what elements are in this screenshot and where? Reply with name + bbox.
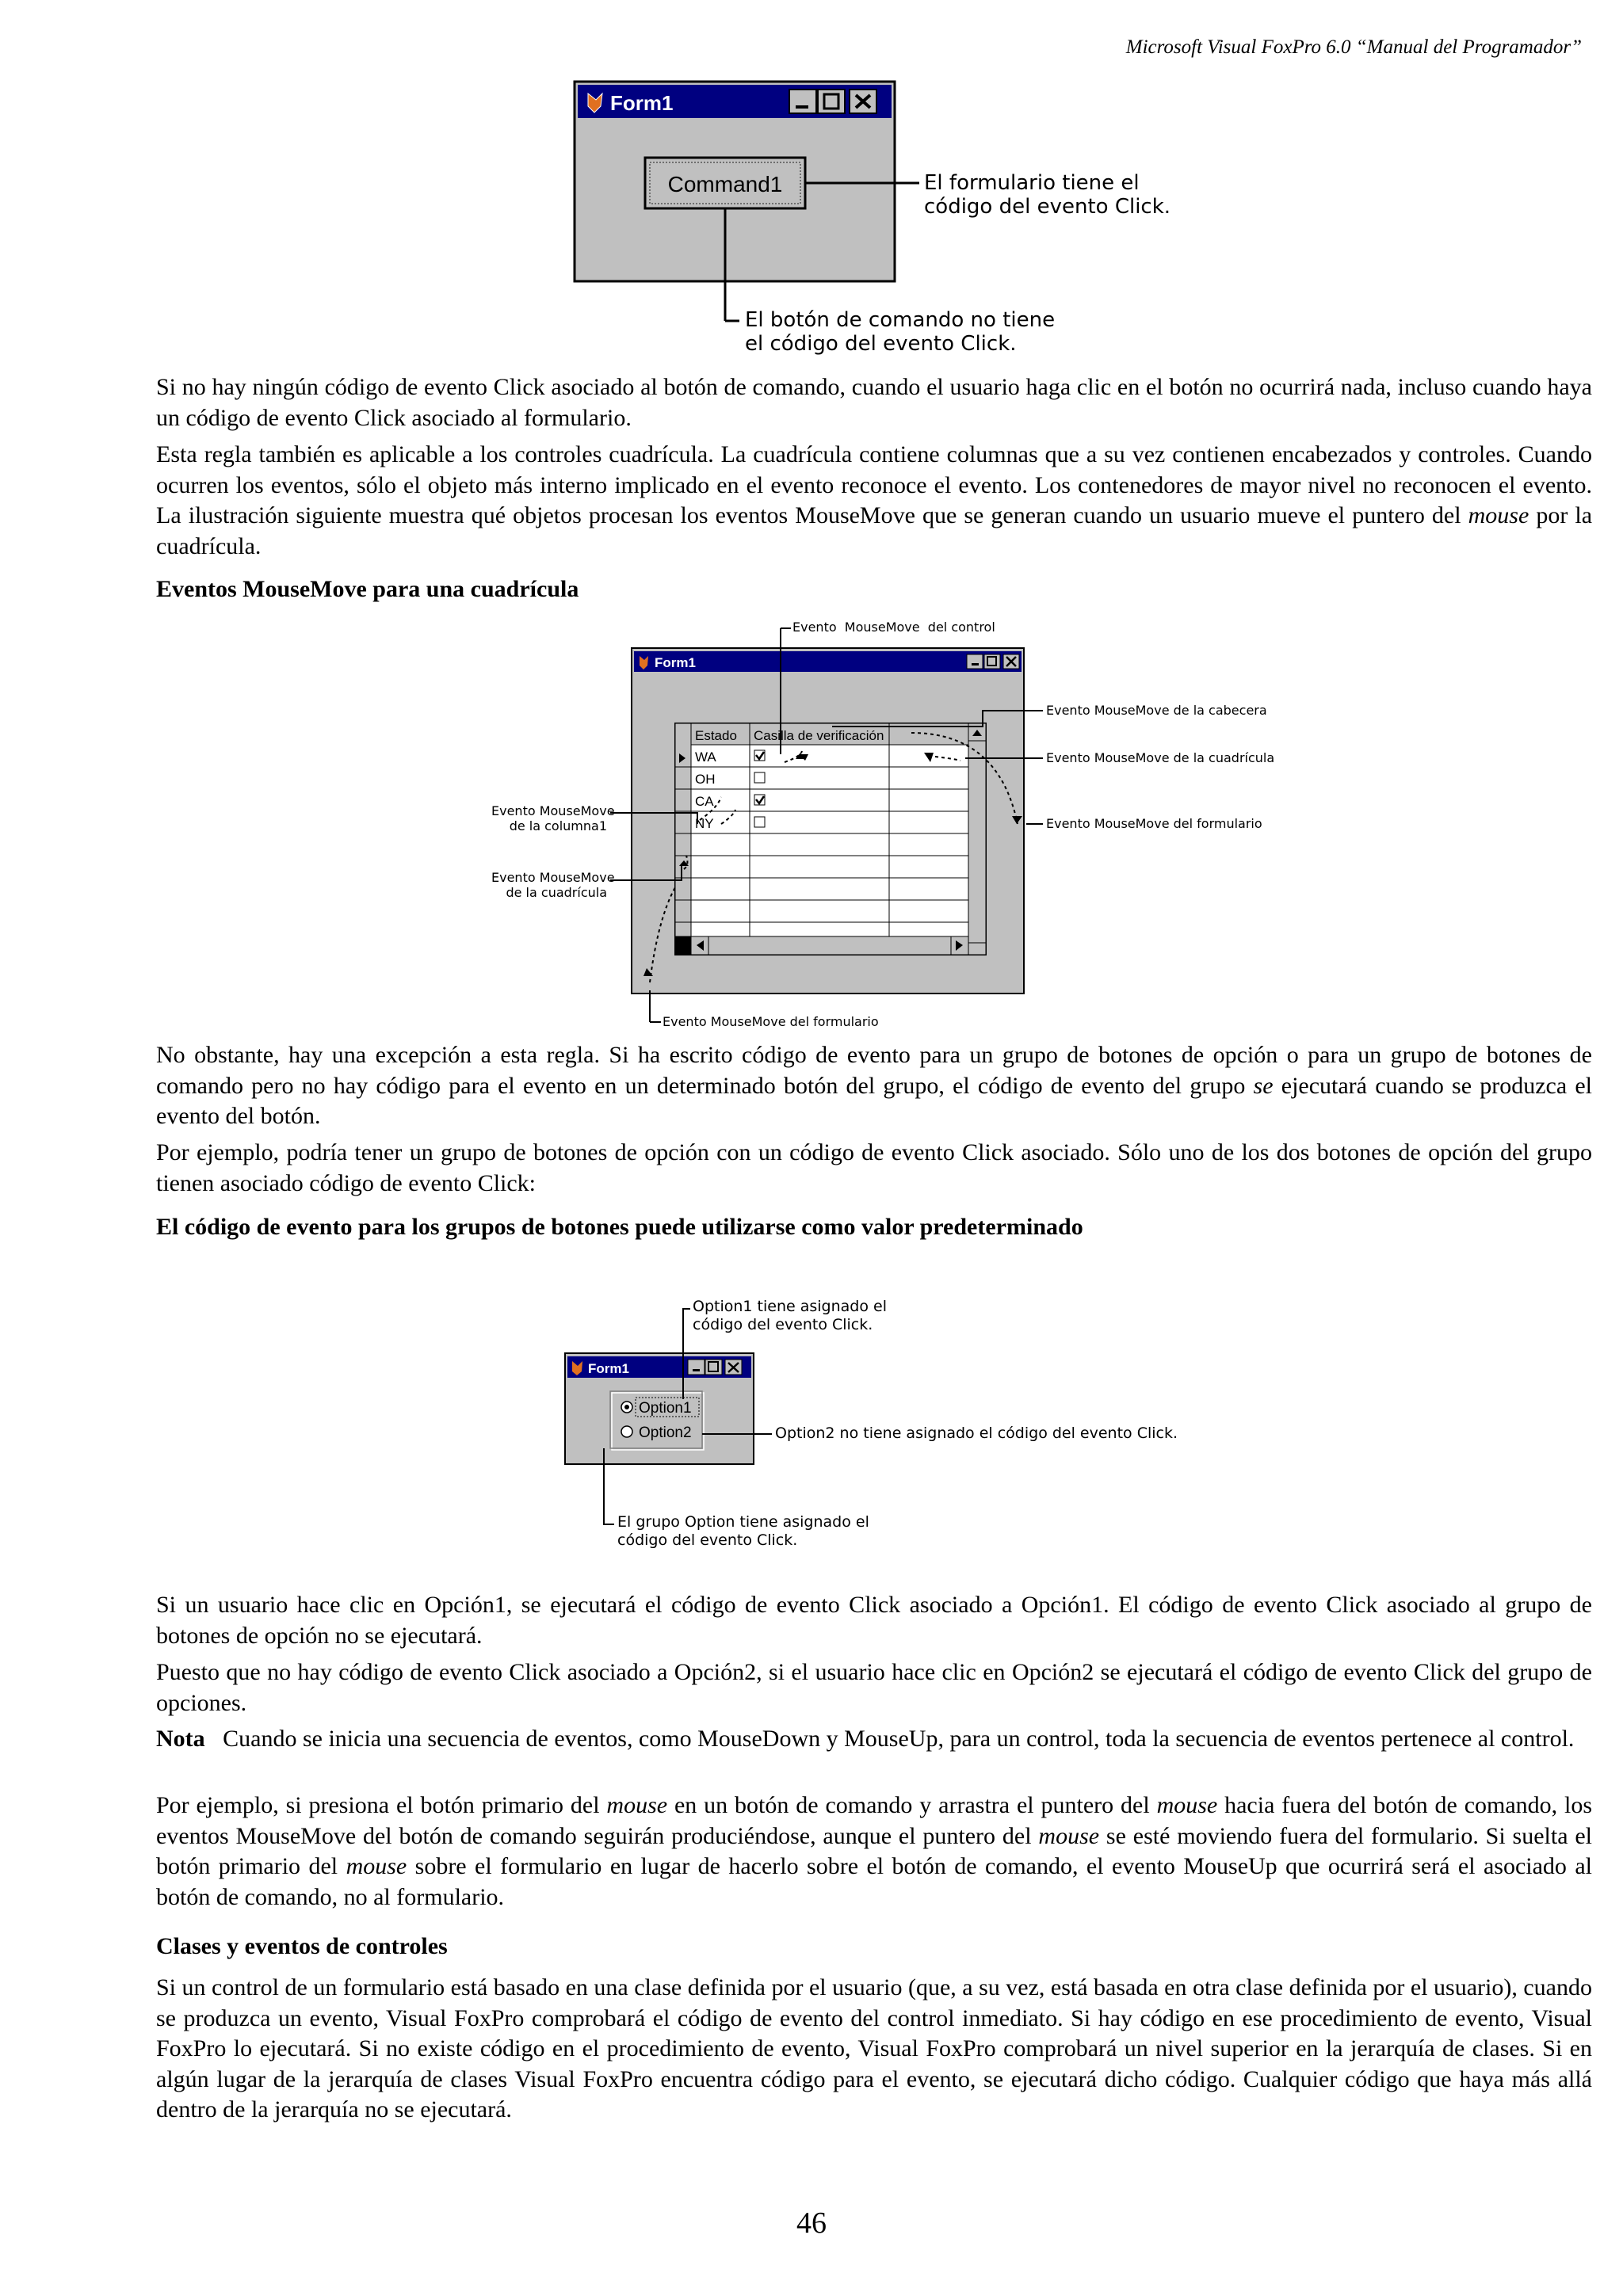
grid-cell-estado: OH: [695, 772, 716, 787]
callout-column1-event: Evento MouseMove de la columna1: [491, 803, 615, 833]
callout-button-no-code: El botón de comando no tiene el código del evento Click.: [745, 308, 1056, 356]
callout-form-has-code: El formulario tiene el código del evento Click.: [924, 171, 1171, 219]
option2-radio: [621, 1426, 632, 1437]
heading-mousemove-grid: Eventos MouseMove para una cuadrícula: [156, 576, 579, 602]
heading-classes-events: Clases y eventos de controles: [156, 1933, 448, 1959]
callout-header-event: Evento MouseMove de la cabecera: [1046, 703, 1267, 718]
note-label: Nota: [156, 1726, 205, 1752]
callout-option1-has-code: Option1 tiene asignado el código del evento Click.: [693, 1298, 887, 1333]
callout-form-event-bottom: Evento MouseMove del formulario: [663, 1014, 879, 1029]
callout-grid-event-right: Evento MouseMove de la cuadrícula: [1046, 750, 1275, 765]
callout-option2-no-code: Option2 no tiene asignado el código del evento Click.: [775, 1425, 1178, 1442]
grid-cell-estado: WA: [695, 749, 716, 765]
callout-grid-event-left: Evento MouseMove de la cuadrícula: [491, 870, 615, 900]
running-header: Microsoft Visual FoxPro 6.0 “Manual del Programador”: [1125, 36, 1582, 58]
svg-text:Command1: Command1: [667, 172, 783, 196]
callout-form-event-right: Evento MouseMove del formulario: [1046, 816, 1262, 831]
paragraph-6: Puesto que no hay código de evento Click asociado a Opción2, si el usuario hace clic en Opción2 se ejecutará el código de evento Click del grupo de opciones.: [156, 1659, 1592, 1716]
heading-button-groups: El código de evento para los grupos de botones puede utilizarse como valor predeterminado: [156, 1214, 1083, 1240]
window-title: Form1: [588, 1361, 629, 1376]
page-number: 46: [796, 2206, 827, 2240]
option1-label: Option1: [639, 1400, 692, 1417]
paragraph-3: No obstante, hay una excepción a esta regla. Si ha escrito código de evento para un grupo de botones de opción o para un grupo de botones de comando pero no hay código para el evento en un determinado botón del grupo, el código de evento del grupo se ejecutará cuando se produzca el evento del botón.: [156, 1042, 1593, 1129]
grid-cell-estado: CA: [695, 794, 714, 809]
paragraph-5: Si un usuario hace clic en Opción1, se ejecutará el código de evento Click asociado a Opción1. El código de evento Click asociado al grupo de botones de opción no se ejecutará.: [156, 1592, 1592, 1649]
callout-control-event: Evento MouseMove del control: [792, 620, 995, 635]
option2-label: Option2: [639, 1425, 692, 1441]
paragraph-7: Por ejemplo, si presiona el botón primario del mouse en un botón de comando y arrastra el puntero del mouse hacia fuera del botón de comando, los eventos MouseMove del botón de comando seguirán produciéndose, aunque el puntero del mouse se esté moviendo fuera del formulario. Si suelta el botón primario del mouse sobre el formulario en lugar de hacerlo sobre el botón de comando, el evento MouseUp que ocurrirá será el asociado al botón de comando, no al formulario.: [156, 1792, 1593, 1910]
paragraph-8: Si un control de un formulario está basado en una clase definida por el usuario (que, a su vez, está basada en otra clase definida por el usuario), cuando se produzca un evento, Visual FoxPro comprobará el código de evento del control inmediato. Si hay código en ese procedimiento de evento, Visual FoxPro lo ejecutará. Si no existe código en el procedimiento de evento, Visual FoxPro comprobará un nivel superior en la jerarquía de clases. Si en algún lugar de la jerarquía de clases Visual FoxPro encuentra código para el evento, se ejecutará dicho código. Cualquier código que haya más allá dentro de la jerarquía no se ejecutará.: [156, 1974, 1592, 2122]
note: Nota Cuando se inicia una secuencia de eventos, como MouseDown y MouseUp, para un control, toda la secuencia de eventos pertenece al control.: [156, 1726, 1575, 1752]
paragraph-1: Si no hay ningún código de evento Click asociado al botón de comando, cuando el usuario haga clic en el botón no ocurrirá nada, incluso cuando haya un código de evento Click asociado al formulario.: [156, 374, 1592, 431]
window-title: Form1: [610, 91, 674, 115]
minimize-button: [688, 1360, 705, 1375]
grid-cell-estado: NY: [695, 816, 714, 831]
paragraph-4: Por ejemplo, podría tener un grupo de botones de opción con un código de evento Click asociado. Sólo uno de los dos botones de opción del grupo tienen asociado código de evento Click:: [156, 1139, 1592, 1196]
window-title: Form1: [655, 655, 696, 670]
col-header-casilla: Casilla de verificación: [754, 728, 884, 743]
col-header-estado: Estado: [695, 728, 737, 743]
paragraph-2: Esta regla también es aplicable a los controles cuadrícula. La cuadrícula contiene columnas que a su vez contienen encabezados y controles. Cuando ocurren los eventos, sólo el objeto más interno implicado en el evento reconoce el evento. Los contenedores de mayor nivel no reconocen el evento. La ilustración siguiente muestra qué objetos procesan los eventos MouseMove que se generan cuando un usuario mueve el puntero del mouse por la cuadrícula.: [156, 441, 1593, 559]
callout-group-has-code: El grupo Option tiene asignado el código del evento Click.: [617, 1513, 869, 1549]
